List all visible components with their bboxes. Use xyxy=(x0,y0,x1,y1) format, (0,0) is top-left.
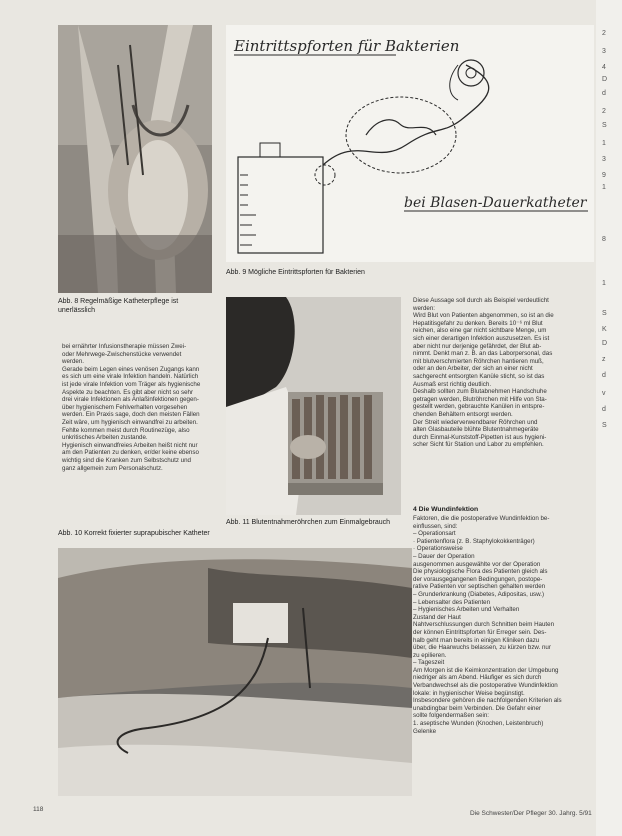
figure-9-caption: Abb. 9 Mögliche Eintrittspforten für Bakterien xyxy=(226,269,365,276)
figure-11-photo xyxy=(226,297,401,515)
running-footer: Die Schwester/Der Pfleger 30. Jahrg. 5/91 xyxy=(470,810,592,817)
adjacent-page-edge: 2 3 4 D d 2 S 1 3 9 1 8 1 S K D z d v d S xyxy=(596,0,622,836)
figure-8-photo xyxy=(58,25,212,293)
section-heading: 4 Die Wundinfektion xyxy=(413,506,479,513)
figure-10-caption: Abb. 10 Korrekt fixierter suprapubischer Katheter xyxy=(58,530,210,537)
suprapubic-catheter-photo xyxy=(58,548,412,796)
catheter-bacteria-diagram xyxy=(226,25,594,262)
catheter-care-illustration xyxy=(58,25,212,293)
left-column-text: bei ernährter Infusionstherapie müssen Zwei- oder Mehrwege-Zwischenstücke verwendet werden. Gerade beim Legen eines venösen Zugangs kann es sich um eine virale Infektion handeln. Natürlich ist jede virale Infektion vom Träger als hygienische Aspekte zu beachten. Es gibt aber nicht so sehr drei virale Infektionen als Anlaßinfektionen gegen- über hygienischem Fehlverhalten vorgesehen werden. Ein Praxis sage, doch den meisten Fällen Zeit wäre, um hygienisch einwandfrei zu arbeiten. Fehlte kommen meist durch Routinezüge, also unkritisches Arbeiten zustande. Hygienisch einwandfreies Arbeiten heißt nicht nur am den Patienten zu denken, er/der keine ebenso wichtig sind die Kranken zum Selbstschutz und ganz allgemein zum Personalschutz. xyxy=(62,343,201,472)
figure-9-diagram xyxy=(226,25,594,262)
diagram-subtitle: bei Blasen-Dauerkatheter xyxy=(404,195,587,211)
figure-10-photo xyxy=(58,548,412,796)
figure-8-caption: Abb. 8 Regelmäßige Katheterpflege ist unerlässlich xyxy=(58,298,179,314)
right-column-text: Diese Aussage soll durch als Beispiel verdeutlicht werden: Wird Blut von Patienten abgenommen, so ist an die Hepatitisgefahr zu denken. Bereits 10⁻⁶ ml Blut reichen, also eine gar nicht sichtbare Menge, um sich einer derartigen Infektion auszusetzen. Es ist aber nicht nur derjenige gefährdet, der Blut ab- nimmt. Denkt man z. B. an das Laborpersonal, das mit blutverschmierten Röhrchen hantieren muß, oder an den Arbeiter, der sich an einer nicht sachgerecht entsorgten Kanüle sticht, so ist das Ausmaß erst richtig deutlich. Deshalb sollten zum Blutabnehmen Handschuhe getragen werden, Blutröhrchen mit Hilfe von Sta- gestellt werden, gebrauchte Kanülen in entspre- chenden Behältern entsorgt werden. Der Streit wiederverwendbarer Röhrchen und alten Glasbauteile blühte Blutentnahmegeräte durch Einmal-Kunststoff-Pipetten ist aus hygieni- scher Sicht für Station und Labor zu empfehlen. xyxy=(413,297,554,449)
diagram-title: Eintrittspforten für Bakterien xyxy=(234,37,460,55)
blood-tubes-photo xyxy=(226,297,401,515)
right-column-text-lower: Faktoren, die die postoperative Wundinfektion be- einflussen, sind: – Operationsart · Patientenflora (z. B. Staphylokokkenträger) · Operationsweise – Dauer der Operation ausgenommen ausgewählte vor der Operation Die physiologische Flora des Patienten gleich als der vorausgegangenen Bedingungen, postope- rative Patienten vor septischen gehalten werden – Grunderkrankung (Diabetes, Adipositas, usw.) – Lebensalter des Patienten – Hygienisches Arbeiten und Verhalten Zustand der Haut Nahtverschlussungen durch Schnitten beim Hauten der können Eintrittspforten für Erreger sein. Des- halb geht man bereits in einigen Kliniken dazu über, die Haarwuchs belassen, zu kürzen bzw. nur zu epilieren. – Tageszeit Am Morgen ist die Keimkonzentration der Umgebung niedriger als am Abend. Häufiger es sich durch Verbandwechsel als die postoperative Wundinfektion lokale: in hygienischer Weise begünstigt. Insbesondere gehören die nachfolgenden Kriterien als unabdingbar beim Verbinden. Die Gefahr einer sollte folgendermaßen sein: 1. aseptische Wunden (Knochen, Leistenbruch) Gelenke xyxy=(413,515,562,735)
page-number: 118 xyxy=(33,806,44,813)
figure-11-caption: Abb. 11 Blutentnahmeröhrchen zum Einmalgebrauch xyxy=(226,519,391,526)
